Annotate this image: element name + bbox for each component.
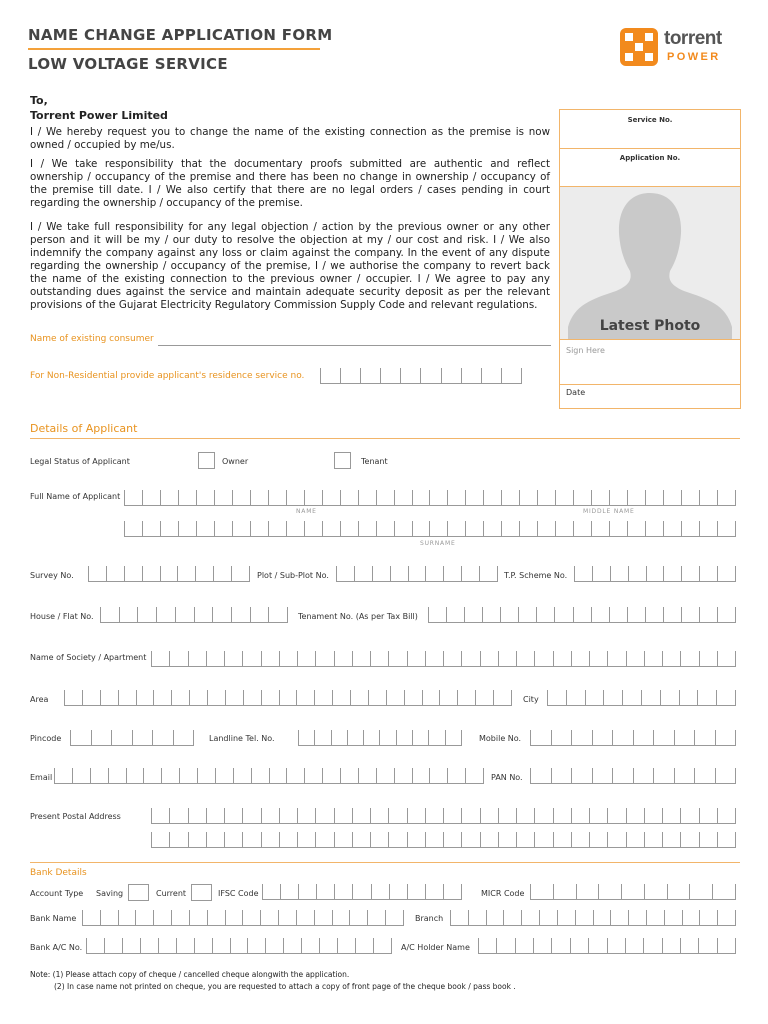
- nonresidential-label: For Non-Residential provide applicant's residence service no.: [30, 371, 305, 381]
- city-input[interactable]: [547, 690, 736, 706]
- tp-scheme-label: T.P. Scheme No.: [504, 571, 568, 580]
- account-type-label: Account Type: [30, 889, 84, 898]
- logo-wordmark: torrent: [664, 28, 722, 49]
- pan-label: PAN No.: [491, 773, 523, 782]
- holder-name-input[interactable]: [478, 938, 736, 954]
- account-no-label: Bank A/C No.: [30, 943, 83, 952]
- existing-consumer-input[interactable]: [158, 345, 551, 346]
- applicant-divider: [30, 438, 740, 439]
- micr-label: MICR Code: [481, 889, 525, 898]
- area-label: Area: [30, 695, 49, 704]
- saving-checkbox[interactable]: [128, 884, 149, 901]
- house-no-input[interactable]: [100, 607, 288, 623]
- middle-name-hint: MIDDLE NAME: [583, 508, 635, 515]
- postal-address-row1-input[interactable]: [151, 808, 736, 824]
- office-use-panel: [559, 109, 741, 409]
- full-name-row1-input[interactable]: [124, 490, 736, 506]
- email-input[interactable]: [54, 768, 484, 784]
- bank-name-input[interactable]: [82, 910, 404, 926]
- torrent-logo-icon: [620, 28, 742, 70]
- ifsc-label: IFSC Code: [218, 889, 259, 898]
- survey-no-label: Survey No.: [30, 571, 74, 580]
- tenant-checkbox[interactable]: [334, 452, 351, 469]
- full-name-row2-input[interactable]: [124, 521, 736, 537]
- tp-scheme-input[interactable]: [574, 566, 736, 582]
- tenament-no-label: Tenament No. (As per Tax Bill): [298, 612, 418, 621]
- landline-input[interactable]: [298, 730, 462, 746]
- note-line-1: Note: (1) Please attach copy of cheque / cancelled cheque alongwith the application.: [30, 970, 350, 979]
- application-no-label: Application No.: [619, 154, 681, 162]
- existing-consumer-label: Name of existing consumer: [30, 334, 154, 344]
- postal-address-row2-input[interactable]: [151, 832, 736, 848]
- surname-hint: SURNAME: [420, 540, 456, 547]
- residence-service-no-input[interactable]: [320, 368, 522, 384]
- addressee: Torrent Power Limited: [30, 109, 168, 122]
- mobile-label: Mobile No.: [479, 734, 522, 743]
- plot-no-label: Plot / Sub-Plot No.: [257, 571, 329, 580]
- society-label: Name of Society / Apartment: [30, 653, 147, 662]
- form-title: NAME CHANGE APPLICATION FORM: [28, 26, 333, 44]
- area-input[interactable]: [64, 690, 512, 706]
- salutation: To,: [30, 94, 48, 107]
- full-name-label: Full Name of Applicant: [30, 492, 121, 501]
- account-no-input[interactable]: [86, 938, 392, 954]
- current-label: Current: [156, 889, 187, 898]
- email-label: Email: [30, 773, 53, 782]
- owner-checkbox[interactable]: [198, 452, 215, 469]
- note-line-2: (2) In case name not printed on cheque, you are requested to attach a copy of front page of the cheque book / pass book .: [54, 982, 516, 991]
- landline-label: Landline Tel. No.: [209, 734, 275, 743]
- legal-status-label: Legal Status of Applicant: [30, 457, 130, 466]
- title-divider: [28, 48, 320, 50]
- house-no-label: House / Flat No.: [30, 612, 94, 621]
- city-label: City: [523, 695, 539, 704]
- photo-placeholder[interactable]: [560, 187, 740, 339]
- survey-no-input[interactable]: [88, 566, 250, 582]
- plot-no-input[interactable]: [336, 566, 498, 582]
- saving-label: Saving: [96, 889, 124, 898]
- declaration-paragraph-2: I / We take responsibility that the documentary proofs submitted are authentic and reflect ownership / occupancy of the premise and there has been no change in ownership / occupancy of the premise till date. I / We also certify that there are no legal orders / cases pending in court regarding the ownership / occupancy of the premise.: [30, 158, 550, 209]
- tenant-label: Tenant: [361, 457, 388, 466]
- sign-here-label: Sign Here: [566, 346, 605, 355]
- branch-input[interactable]: [450, 910, 736, 926]
- ifsc-input[interactable]: [262, 884, 462, 900]
- service-no-label: Service No.: [627, 116, 673, 124]
- declaration-paragraph-1: I / We hereby request you to change the name of the existing connection as the premise is now owned / occupied by me/us.: [30, 126, 550, 151]
- pincode-input[interactable]: [70, 730, 194, 746]
- photo-caption: Latest Photo: [599, 318, 701, 334]
- postal-address-label: Present Postal Address: [30, 812, 121, 821]
- logo-mark-icon: [620, 28, 658, 66]
- declaration-paragraph-3: I / We take full responsibility for any legal objection / action by the previous owner or any other person and it will be my / our duty to resolve the objection at my / our cost and risk. I / We also indemnify the company against any loss or claim against the company. In the event of any dispute regarding the ownership / occupancy of the premise, I / we authorise the company to revert back the name of the existing connection to the previous owner / occupier. I / We agree to pay any outstanding dues against the service and maintain adequate security deposit as per the relevant provisions of the Gujarat Electricity Regulatory Commission Supply Code and relevant regulations.: [30, 221, 550, 311]
- branch-label: Branch: [415, 914, 444, 923]
- name-hint: NAME: [296, 508, 317, 515]
- owner-label: Owner: [222, 457, 249, 466]
- tenament-no-input[interactable]: [428, 607, 736, 623]
- person-silhouette-icon: [560, 187, 740, 339]
- pincode-label: Pincode: [30, 734, 62, 743]
- date-label: Date: [566, 388, 586, 397]
- bank-name-label: Bank Name: [30, 914, 77, 923]
- bank-section-title: Bank Details: [30, 868, 87, 878]
- micr-input[interactable]: [530, 884, 736, 900]
- current-checkbox[interactable]: [191, 884, 212, 901]
- logo-subtext: POWER: [667, 51, 721, 63]
- bank-divider: [30, 862, 740, 863]
- form-subtitle: LOW VOLTAGE SERVICE: [28, 55, 228, 73]
- society-input[interactable]: [151, 651, 736, 667]
- mobile-input[interactable]: [530, 730, 736, 746]
- applicant-section-title: Details of Applicant: [30, 422, 138, 435]
- holder-name-label: A/C Holder Name: [401, 943, 470, 952]
- pan-input[interactable]: [530, 768, 736, 784]
